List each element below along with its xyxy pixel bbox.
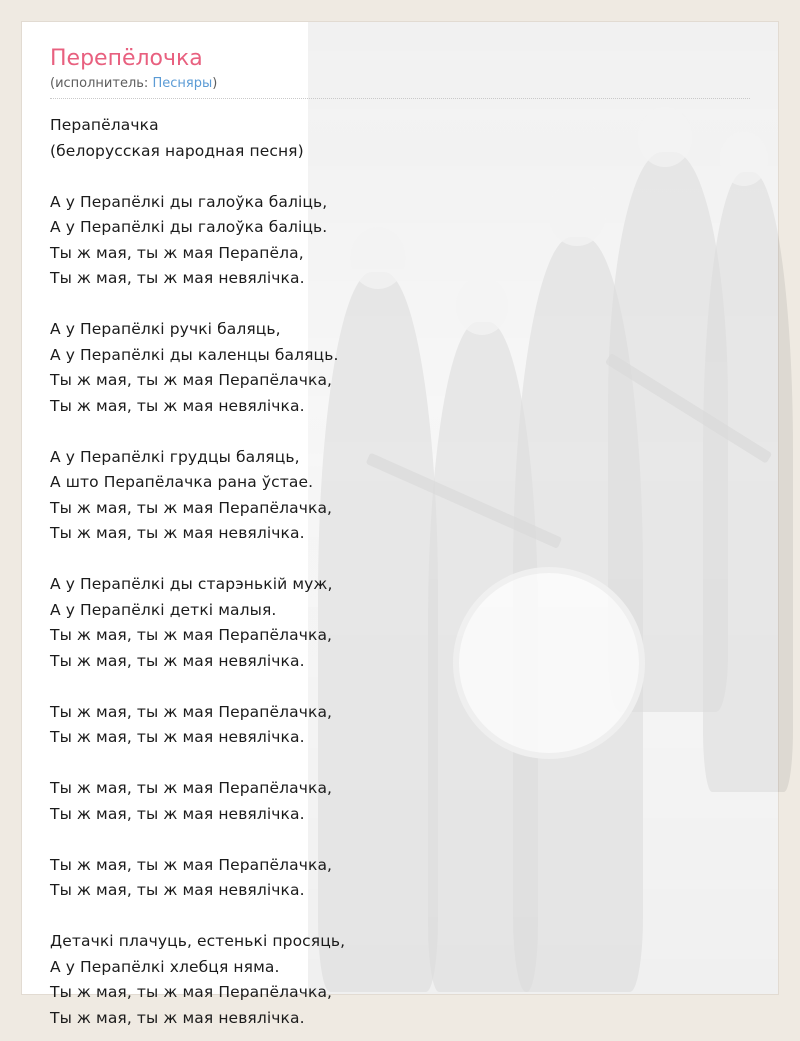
lyrics-line: А у Перапёлкі ды галоўка баліць, (50, 192, 328, 211)
lyrics-line: Ты ж мая, ты ж мая Перапёлачка, (50, 779, 333, 797)
performer-link[interactable]: Песняры (152, 76, 213, 91)
performer-suffix-label: ) (212, 76, 218, 91)
lyrics-line: А у Перапёлкі ручкі баляць, (50, 320, 281, 338)
lyrics-line: А у Перапёлкі ды каленцы баляць. (50, 345, 339, 364)
lyrics-stanza-gap (50, 419, 750, 445)
lyrics-stanza-gap (50, 547, 750, 573)
lyrics-card (22, 22, 778, 1027)
lyrics-line: Ты ж мая, ты ж мая Перапёлачка, (50, 371, 333, 389)
lyrics-line: Ты ж мая, ты ж мая Перапёлачка, (50, 855, 333, 874)
lyrics-line: Ты ж мая, ты ж мая Перапёлачка, (50, 702, 333, 721)
lyrics-line: Ты ж мая, ты ж мая Перапёла, (50, 243, 304, 262)
lyrics-stanza-gap (50, 827, 750, 853)
lyrics-line: (белорусская народная песня) (50, 141, 304, 160)
lyrics-line: А у Перапёлкі ды старэнькій муж, (50, 575, 333, 593)
lyrics-line: Ты ж мая, ты ж мая Перапёлачка, (50, 983, 333, 1001)
lyrics-line: Перапёлачка (50, 116, 159, 134)
lyrics-line: Ты ж мая, ты ж мая невялічка. (50, 524, 305, 542)
lyrics-stanza-gap (50, 751, 750, 777)
lyrics-line: Ты ж мая, ты ж мая невялічка. (50, 269, 305, 287)
lyrics-line: А у Перапёлкі грудцы баляць, (50, 447, 300, 466)
lyrics-line: Ты ж мая, ты ж мая Перапёлачка, (50, 498, 333, 517)
lyrics-line: Ты ж мая, ты ж мая невялічка. (50, 881, 305, 899)
lyrics-text (50, 113, 750, 1031)
lyrics-line: Ты ж мая, ты ж мая невялічка. (50, 396, 305, 415)
lyrics-line: А у Перапёлкі деткі малыя. (50, 600, 277, 619)
lyrics-line: А што Перапёлачка рана ўстае. (50, 473, 314, 491)
lyrics-line: Ты ж мая, ты ж мая невялічка. (50, 728, 305, 746)
lyrics-stanza-gap (50, 674, 750, 700)
lyrics-stanza-gap (50, 292, 750, 318)
lyrics-stanza-gap (50, 164, 750, 190)
lyrics-line: Ты ж мая, ты ж мая невялічка. (50, 1008, 305, 1027)
lyrics-line: Ты ж мая, ты ж мая Перапёлачка, (50, 626, 333, 644)
performer-prefix-label: (исполнитель: (50, 76, 149, 91)
lyrics-line: Ты ж мая, ты ж мая невялічка. (50, 651, 305, 670)
performer-line (50, 76, 750, 99)
lyrics-line: А у Перапёлкі хлебця няма. (50, 957, 280, 976)
content-area (22, 22, 778, 1041)
page-title: Перепёлочка (50, 46, 203, 71)
lyrics-stanza-gap (50, 904, 750, 930)
lyrics-line: Детачкі плачуць, естенькі просяць, (50, 932, 346, 950)
lyrics-line: Ты ж мая, ты ж мая невялічка. (50, 804, 305, 823)
lyrics-line: А у Перапёлкі ды галоўка баліць. (50, 218, 328, 236)
